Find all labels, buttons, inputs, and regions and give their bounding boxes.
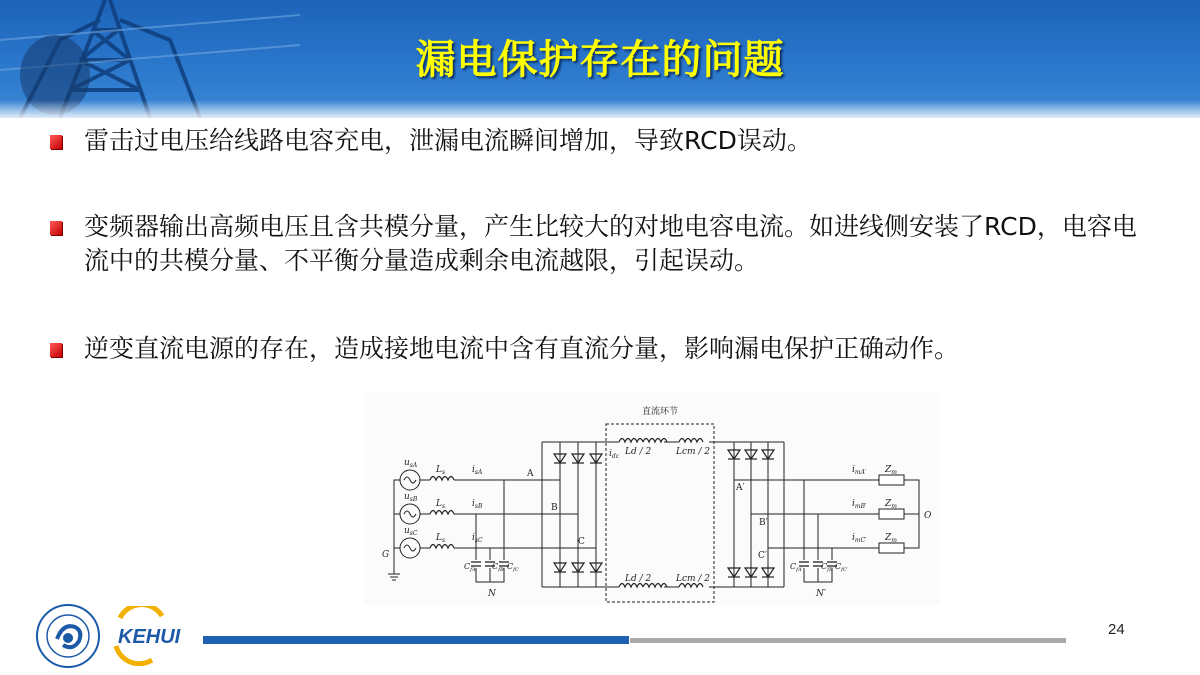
dc-inductor-bottom-2: Lcm / 2 <box>676 574 711 584</box>
ground-label: G <box>382 550 390 560</box>
current-label-c: $i_{sC}$ <box>472 533 483 544</box>
neutral-n: N <box>488 589 496 599</box>
header-fade <box>0 100 1200 118</box>
output-neutral-o: O <box>924 511 932 521</box>
load-b: $Z_m$ <box>885 499 897 510</box>
page-number: 24 <box>1108 621 1125 638</box>
bullet-item <box>46 210 1156 278</box>
load-c: $Z_m$ <box>885 533 897 544</box>
bullet-text: 变频器输出高频电压且含共模分量，产生比较大的对地电容电流。如进线侧安装了RCD，电容电流中的共模分量、不平衡分量造成剩余电流越限，引起误动。 <box>84 212 1137 275</box>
footer-bar-gray <box>630 638 1066 643</box>
current-label-a: $i_{sA}$ <box>472 465 483 476</box>
cap-fc: $C_{fC}$ <box>507 562 519 573</box>
neutral-n-prime: N′ <box>816 589 826 599</box>
bullet-text: 逆变直流电源的存在，造成接地电流中含有直流分量，影响漏电保护正确动作。 <box>84 334 960 363</box>
bullet-marker-icon <box>50 221 62 235</box>
source-label-b: $u_{sB}$ <box>404 492 418 503</box>
dc-inductor-top-1: Ld / 2 <box>625 447 652 457</box>
cap-fc-prime: $C_{fC'}$ <box>835 562 848 573</box>
slide-title: 漏电保护存在的问题 <box>415 37 785 83</box>
kehui-logo <box>108 606 208 666</box>
dc-inductor-top-2: Lcm / 2 <box>676 447 711 457</box>
output-current-b: $i_{mB'}$ <box>852 499 867 510</box>
inductor-ls-c: $L_s$ <box>436 533 446 544</box>
node-a: A <box>527 469 534 479</box>
bullet-marker-icon <box>50 343 62 357</box>
inductor-ls-b: $L_s$ <box>436 499 446 510</box>
dc-current-label: $i_{dc}$ <box>609 449 620 460</box>
cap-fb: $C_{fB}$ <box>492 562 504 573</box>
dc-inductor-bottom-1: Ld / 2 <box>625 574 652 584</box>
node-c: C <box>578 537 585 547</box>
source-label-a: $u_{sA}$ <box>404 458 418 469</box>
dc-link-label: 直流环节 <box>641 407 679 417</box>
inductor-ls-a: $L_s$ <box>436 465 446 476</box>
university-seal-icon <box>35 603 101 669</box>
output-current-c: $i_{mC'}$ <box>852 533 867 544</box>
circuit-diagram <box>364 392 940 605</box>
bullet-item <box>46 124 812 158</box>
bullet-text: 雷击过电压给线路电容充电，泄漏电流瞬间增加，导致RCD误动。 <box>84 126 812 155</box>
node-a-prime: A′ <box>736 483 745 493</box>
cap-fa-prime: $C_{fA'}$ <box>790 562 803 573</box>
circuit-diagram-svg <box>364 392 940 605</box>
cap-fa: $C_{fA}$ <box>464 562 476 573</box>
bullet-marker-icon <box>50 135 62 149</box>
node-b-prime: B′ <box>759 518 768 528</box>
bullet-item <box>46 332 959 366</box>
current-label-b: $i_{sB}$ <box>472 499 483 510</box>
load-a: $Z_m$ <box>885 465 897 476</box>
node-c-prime: C′ <box>758 551 767 561</box>
footer-bar-blue <box>203 636 629 644</box>
output-current-a: $i_{mA'}$ <box>852 465 867 476</box>
node-b: B <box>551 503 558 513</box>
svg-text:KEHUI: KEHUI <box>118 626 181 648</box>
source-label-c: $u_{sC}$ <box>404 526 418 537</box>
cap-fb-prime: $C_{fB'}$ <box>821 562 834 573</box>
